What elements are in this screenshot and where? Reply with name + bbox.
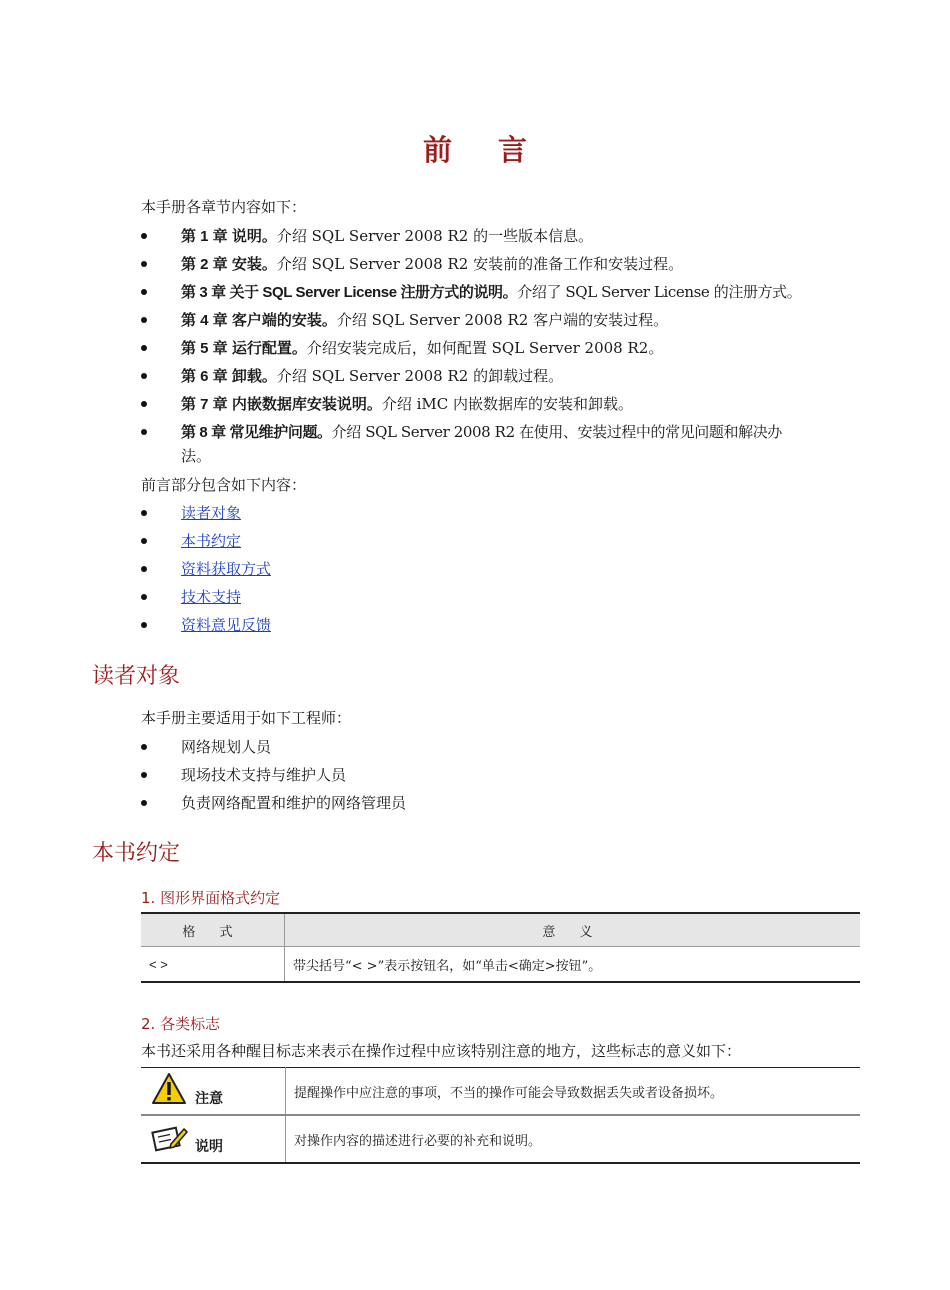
chapter-description: 介绍安装完成后，如何配置 SQL Server 2008 R2。 [306, 339, 664, 357]
chapter-description: 介绍 iMC 内嵌数据库的安装和卸载。 [381, 395, 634, 413]
table-row [141, 947, 860, 983]
chapter-heading: 第 2 章 安装。 [181, 256, 277, 273]
chapter-description: 介绍 SQL Server 2008 R2 安装前的准备工作和安装过程。 [276, 255, 684, 273]
bullet [141, 566, 147, 572]
bullet [141, 772, 147, 778]
section-heading-conventions: 本书约定 [92, 841, 181, 866]
audience-intro: 本手册主要适用于如下工程师： [141, 709, 352, 727]
sign-meaning-note: 对操作内容的描述进行必要的补充和说明。 [286, 1115, 861, 1163]
warning-icon [151, 1072, 187, 1106]
chapter-description: 介绍 SQL Server 2008 R2 在使用、安装过程中的常见问题和解决办 [331, 423, 782, 441]
note-icon [151, 1124, 189, 1154]
audience-item: 负责网络配置和维护的网络管理员 [181, 794, 407, 812]
subheading-gui-format: 1. 图形界面格式约定 [141, 889, 281, 907]
bullet [141, 429, 147, 435]
audience-item: 网络规划人员 [181, 738, 272, 756]
bullet [141, 289, 147, 295]
link-feedback[interactable]: 资料意见反馈 [181, 616, 272, 634]
list-item [141, 421, 861, 465]
chapter-heading: 第 8 章 常见维护问题。 [181, 424, 332, 441]
table-row [141, 1068, 860, 1116]
bullet [141, 510, 147, 516]
chapter-heading: 第 1 章 说明。 [181, 228, 277, 245]
bullet [141, 261, 147, 267]
gui-format-table [141, 912, 860, 983]
chapter-heading: 第 5 章 运行配置。 [181, 340, 307, 357]
chapter-heading: 第 6 章 卸载。 [181, 368, 277, 385]
link-obtaining-docs[interactable]: 资料获取方式 [181, 560, 272, 578]
link-conventions[interactable]: 本书约定 [181, 532, 242, 550]
table-cell-format: < > [141, 947, 285, 983]
bullet [141, 622, 147, 628]
chapter-description: 介绍 SQL Server 2008 R2 的卸载过程。 [276, 367, 564, 385]
preface-intro: 前言部分包含如下内容： [141, 476, 307, 494]
bullet [141, 744, 147, 750]
table-row [141, 1115, 860, 1163]
chapter-description: 介绍 SQL Server 2008 R2 客户端的安装过程。 [336, 311, 669, 329]
chapter-heading: 第 3 章 关于 SQL Server License 注册方式的说明。 [181, 284, 518, 301]
bullet [141, 373, 147, 379]
chapter-heading: 第 4 章 客户端的安装。 [181, 312, 337, 329]
bullet [141, 800, 147, 806]
chapters-intro: 本手册各章节内容如下： [141, 198, 307, 216]
signs-table [141, 1067, 860, 1164]
sign-meaning-caution: 提醒操作中应注意的事项，不当的操作可能会导致数据丢失或者设备损坏。 [286, 1068, 861, 1116]
bullet [141, 401, 147, 407]
table-header-format: 格 式 [141, 913, 285, 947]
chapter-heading: 第 7 章 内嵌数据库安装说明。 [181, 396, 382, 413]
audience-item: 现场技术支持与维护人员 [181, 766, 347, 784]
bullet [141, 317, 147, 323]
table-header-meaning: 意 义 [285, 913, 861, 947]
section-heading-audience: 读者对象 [92, 664, 181, 689]
bullet [141, 538, 147, 544]
bullet [141, 233, 147, 239]
table-cell-meaning: 带尖括号“< >”表示按钮名，如“单击<确定>按钮”。 [285, 947, 861, 983]
signs-intro: 本书还采用各种醒目标志来表示在操作过程中应该特别注意的地方，这些标志的意义如下： [141, 1042, 742, 1060]
link-readers[interactable]: 读者对象 [181, 504, 242, 522]
bullet [141, 345, 147, 351]
chapter-description: 介绍 SQL Server 2008 R2 的一些版本信息。 [276, 227, 594, 245]
chapter-description: 介绍了 SQL Server License 的注册方式。 [517, 283, 802, 301]
chapter-description-continued: 法。 [181, 447, 212, 465]
sign-label-caution: 注意 [195, 1091, 223, 1107]
link-tech-support[interactable]: 技术支持 [181, 588, 242, 606]
sign-label-note: 说明 [195, 1139, 223, 1155]
page-title: 前 言 [422, 133, 546, 167]
subheading-signs: 2. 各类标志 [141, 1015, 221, 1033]
bullet [141, 594, 147, 600]
